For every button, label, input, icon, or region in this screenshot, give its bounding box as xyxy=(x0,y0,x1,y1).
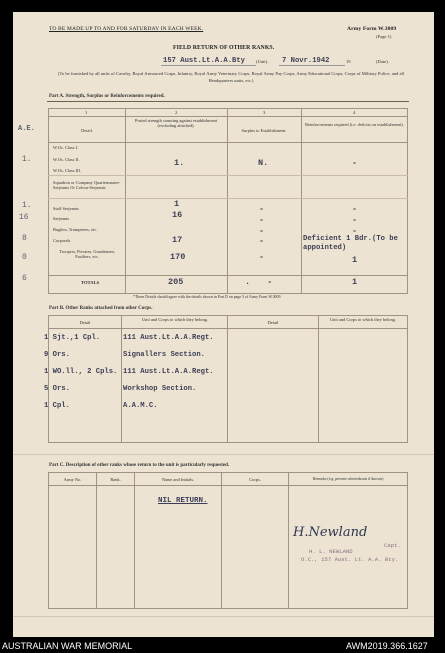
form-instructions: (To be furnished by all units of Cavalry, Royal Armoured Corps, Infantry, Royal Army Veterinary Corps, Royal Army Pay Corps, Army Educational Corps, Corps of Military Police, and all Headquarters units, etc.) xyxy=(57,71,405,83)
c-head-rank: Rank. xyxy=(110,477,121,482)
b-row-detail: 1 Cpl. xyxy=(44,402,70,410)
col-num-4: 4 xyxy=(353,110,356,115)
row-surplus: - xyxy=(259,215,265,225)
row-surplus: - xyxy=(259,252,265,262)
signature-rank: Capt. xyxy=(384,542,401,549)
b-head-unit: Unit and Corps to which they belong. xyxy=(142,317,208,322)
row-reinf: - xyxy=(352,204,358,214)
date-label: (Date). xyxy=(376,59,389,64)
row-label: Corporals xyxy=(53,238,71,243)
unit-value: 157 Aust.Lt.A.A.Bty xyxy=(163,57,245,65)
row-strength: 170 xyxy=(170,252,186,262)
row-strength: 17 xyxy=(172,235,183,245)
row-margin: 6 xyxy=(22,274,27,283)
date-year: 19 xyxy=(346,59,351,64)
stamp-name: H. L. NEWLAND xyxy=(309,548,353,555)
row-label: W.Os. Class III. xyxy=(53,168,82,173)
stamp-unit: O.C., 157 Aust. Lt. A.A. Bty. xyxy=(301,556,399,563)
c-head-name: Name and Initials. xyxy=(161,477,195,482)
part-b-title: Part B. Other Ranks attached from other Corps. xyxy=(49,306,153,311)
row-surplus: . - xyxy=(245,277,279,287)
part-a-title: Part A. Strength, Surplus or Reinforcements required. xyxy=(49,94,165,99)
c-head-corps: Corps. xyxy=(249,477,261,482)
row-surplus: - xyxy=(259,236,265,246)
footer-left: AUSTRALIAN WAR MEMORIAL xyxy=(2,641,133,651)
form-title: FIELD RETURN OF OTHER RANKS. xyxy=(173,45,275,51)
row-strength: 1 xyxy=(174,199,180,209)
col-head-posted: Posted strength counting against establishment (excluding attached). xyxy=(134,118,218,129)
b-row-detail: 9 Ors. xyxy=(44,351,70,359)
col-num-2: 2 xyxy=(175,110,178,115)
margin-head: A.E. xyxy=(18,125,35,133)
b-row-detail: 1 WO.ll., 2 Cpls. xyxy=(44,368,118,376)
row-label: Serjeants xyxy=(53,216,70,221)
unit-label: (Unit). xyxy=(256,59,269,64)
row-label: Troopers, Privates, Guardsmen, Fusiliers, etc. xyxy=(59,249,115,259)
row-label: Staff Serjeants xyxy=(53,206,79,211)
row-reinf: - xyxy=(352,215,358,225)
row-strength: 1. xyxy=(174,158,185,168)
b-row-unit: A.A.M.C. xyxy=(123,402,158,410)
row-strength: 16 xyxy=(172,210,183,220)
row-reinf: 1 xyxy=(352,255,358,265)
document-page xyxy=(13,12,434,637)
b-row-unit: 111 Aust.Lt.A.A.Regt. xyxy=(123,334,214,342)
row-strength: 205 xyxy=(168,277,184,287)
row-label: Squadron or Company Quartermaster-Serjeants Or Colour-Serjeants xyxy=(53,180,121,190)
row-margin: 16 xyxy=(19,213,29,222)
page-number: (Page 1) xyxy=(376,34,392,39)
c-head-remarks: Remarks (e.g. present whereabouts if known) xyxy=(312,477,384,481)
col-num-3: 3 xyxy=(263,110,266,115)
b-head-unit-2: Unit and Corps to which they belong. xyxy=(330,317,396,322)
col-head-surplus: Surplus to Establishment. xyxy=(241,128,287,133)
c-head-army-no: Army No. xyxy=(63,477,82,482)
row-surplus: N. xyxy=(258,158,269,168)
nil-return: NIL RETURN. xyxy=(158,497,208,505)
row-surplus: - xyxy=(259,226,265,236)
row-label: Buglers, Trumpeters, etc. xyxy=(53,227,98,232)
row-margin: 1. xyxy=(22,155,32,164)
row-reinf: Deficient 1 Bdr.(To be appointed) xyxy=(303,235,398,252)
row-reinf: 1 xyxy=(352,277,358,287)
col-head-detail: Detail. xyxy=(81,128,93,133)
row-surplus: - xyxy=(259,204,265,214)
col-num-1: 1 xyxy=(85,110,88,115)
b-head-detail-2: Detail xyxy=(267,320,279,325)
footer-right: AWM2019.366.1627 xyxy=(346,641,428,651)
form-number: Army Form W.3009 xyxy=(347,26,397,32)
part-c-title: Part C. Description of other ranks whose return to the unit is particularly requested. xyxy=(49,463,230,468)
row-label: TOTALS xyxy=(81,280,100,285)
header-instruction: TO BE MADE UP TO AND FOR SATURDAY IN EACH WEEK. xyxy=(49,26,204,32)
row-margin: 1. xyxy=(22,201,32,210)
row-label: W.Os. Class I. xyxy=(53,145,79,150)
col-head-reinf: Reinforcements required (i.e. deficits on establishment). xyxy=(305,122,404,127)
b-row-unit: Workshop Section. xyxy=(123,385,197,393)
signature: H.Newland xyxy=(293,525,368,540)
b-row-detail: 5 Ors. xyxy=(44,385,70,393)
b-row-detail: 1 Sjt.,1 Cpl. xyxy=(44,334,101,342)
row-margin: 0 xyxy=(22,253,27,262)
row-reinf: - xyxy=(352,158,358,168)
row-label: W.Os. Class II. xyxy=(53,157,80,162)
row-margin: 8 xyxy=(22,234,27,243)
b-head-detail: Detail xyxy=(79,320,91,325)
b-row-unit: 111 Aust.Lt.A.A.Regt. xyxy=(123,368,214,376)
b-row-unit: Signallers Section. xyxy=(123,351,205,359)
date-value: 7 Novr.1942 xyxy=(282,57,330,65)
row-reinf: - xyxy=(352,226,358,236)
part-a-note: *These Details should agree with the details shown in Part D on page 3 of Army Form W.3009. xyxy=(133,295,282,299)
